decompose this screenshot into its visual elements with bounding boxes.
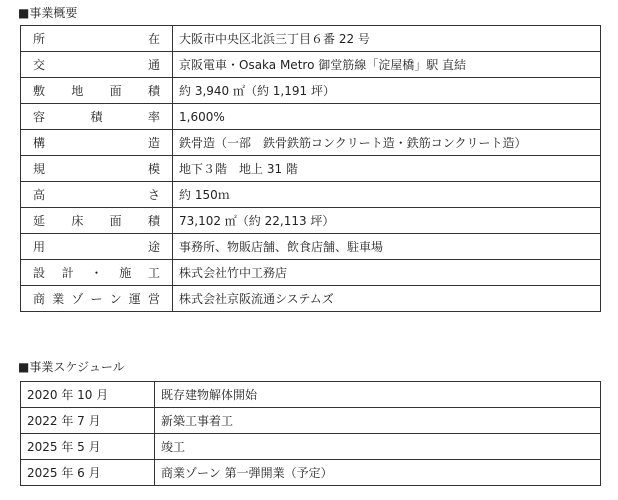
overview-row xyxy=(21,104,601,130)
overview-row-value: 株式会社京阪流通システムズ xyxy=(173,286,601,312)
schedule-row-date: 2020 年 10 月 xyxy=(21,382,155,408)
schedule-row-date: 2025 年 5 月 xyxy=(21,434,155,460)
overview-row xyxy=(21,156,601,182)
label-char: 率 xyxy=(147,109,160,124)
overview-row-label xyxy=(21,260,173,286)
schedule-section-title: ■事業スケジュール xyxy=(18,360,125,374)
label-char: さ xyxy=(147,187,160,202)
label-char: 床 xyxy=(71,213,84,228)
label-char: 容 xyxy=(33,109,46,124)
label-char: 運 xyxy=(128,291,141,306)
label-char: ン xyxy=(109,291,122,306)
overview-row-label xyxy=(21,52,173,78)
schedule-row-date: 2022 年 7 月 xyxy=(21,408,155,434)
overview-row-value: 地下３階 地上 31 階 xyxy=(173,156,601,182)
label-char: 工 xyxy=(147,265,160,280)
label-char: 交 xyxy=(33,57,46,72)
overview-row-label xyxy=(21,104,173,130)
overview-row-label-text xyxy=(33,84,160,98)
label-char: 施 xyxy=(119,265,132,280)
overview-row xyxy=(21,182,601,208)
overview-row-label-text xyxy=(33,240,160,254)
overview-row-value: 株式会社竹中工務店 xyxy=(173,260,601,286)
label-char: 敷 xyxy=(33,83,46,98)
label-char: 商 xyxy=(33,291,46,306)
overview-row-label-text xyxy=(33,162,160,176)
label-char: 途 xyxy=(147,239,160,254)
overview-row xyxy=(21,260,601,286)
overview-row-label xyxy=(21,130,173,156)
overview-row-label-text xyxy=(33,214,160,228)
overview-row-label-text xyxy=(33,266,160,280)
schedule-row-event: 新築工事着工 xyxy=(155,408,601,434)
overview-row-label xyxy=(21,234,173,260)
label-char: 設 xyxy=(33,265,46,280)
overview-table xyxy=(20,25,601,312)
overview-row xyxy=(21,234,601,260)
label-char: 延 xyxy=(33,213,46,228)
label-char: ・ xyxy=(90,265,103,280)
overview-row xyxy=(21,286,601,312)
schedule-row xyxy=(21,408,601,434)
label-char: ゾ xyxy=(71,291,84,306)
schedule-table xyxy=(20,381,601,486)
label-char: 用 xyxy=(33,239,46,254)
label-char: 面 xyxy=(109,83,122,98)
overview-row-label-text xyxy=(33,32,160,46)
schedule-row xyxy=(21,460,601,486)
overview-row-value: 事務所、物販店舗、飲食店舗、駐車場 xyxy=(173,234,601,260)
schedule-row xyxy=(21,382,601,408)
overview-row-label-text xyxy=(33,136,160,150)
label-char: 業 xyxy=(52,291,65,306)
overview-row xyxy=(21,130,601,156)
label-char: 地 xyxy=(71,83,84,98)
overview-row-label xyxy=(21,182,173,208)
overview-row-label xyxy=(21,156,173,182)
label-char: 規 xyxy=(33,161,46,176)
schedule-row xyxy=(21,434,601,460)
schedule-row-date: 2025 年 6 月 xyxy=(21,460,155,486)
overview-section-title: ■事業概要 xyxy=(18,6,78,20)
overview-row xyxy=(21,52,601,78)
overview-row-value: 1,600% xyxy=(173,104,601,130)
label-char: 模 xyxy=(147,161,160,176)
schedule-row-event: 既存建物解体開始 xyxy=(155,382,601,408)
overview-row-label xyxy=(21,208,173,234)
label-char: 面 xyxy=(109,213,122,228)
label-char: ー xyxy=(90,291,103,306)
schedule-row-event: 竣工 xyxy=(155,434,601,460)
overview-row-label xyxy=(21,78,173,104)
overview-row-label xyxy=(21,26,173,52)
overview-row-label xyxy=(21,286,173,312)
overview-row xyxy=(21,208,601,234)
overview-row-value: 鉄骨造（一部 鉄骨鉄筋コンクリート造・鉄筋コンクリート造） xyxy=(173,130,601,156)
overview-row xyxy=(21,26,601,52)
label-char: 営 xyxy=(147,291,160,306)
overview-row-label-text xyxy=(33,292,160,306)
overview-row xyxy=(21,78,601,104)
overview-row-value: 京阪電車・Osaka Metro 御堂筋線「淀屋橋」駅 直結 xyxy=(173,52,601,78)
schedule-row-event: 商業ゾーン 第一弾開業（予定） xyxy=(155,460,601,486)
overview-row-value: 約 150ｍ xyxy=(173,182,601,208)
label-char: 高 xyxy=(33,187,46,202)
overview-row-label-text xyxy=(33,58,160,72)
overview-row-label-text xyxy=(33,188,160,202)
overview-row-value: 大阪市中央区北浜三丁目６番 22 号 xyxy=(173,26,601,52)
overview-row-value: 73,102 ㎡（約 22,113 坪） xyxy=(173,208,601,234)
label-char: 積 xyxy=(147,83,160,98)
label-char: 所 xyxy=(33,31,46,46)
label-char: 積 xyxy=(147,213,160,228)
label-char: 積 xyxy=(90,109,103,124)
overview-row-label-text xyxy=(33,110,160,124)
label-char: 在 xyxy=(147,31,160,46)
overview-row-value: 約 3,940 ㎡（約 1,191 坪） xyxy=(173,78,601,104)
label-char: 計 xyxy=(61,265,74,280)
label-char: 構 xyxy=(33,135,46,150)
label-char: 通 xyxy=(147,57,160,72)
label-char: 造 xyxy=(147,135,160,150)
